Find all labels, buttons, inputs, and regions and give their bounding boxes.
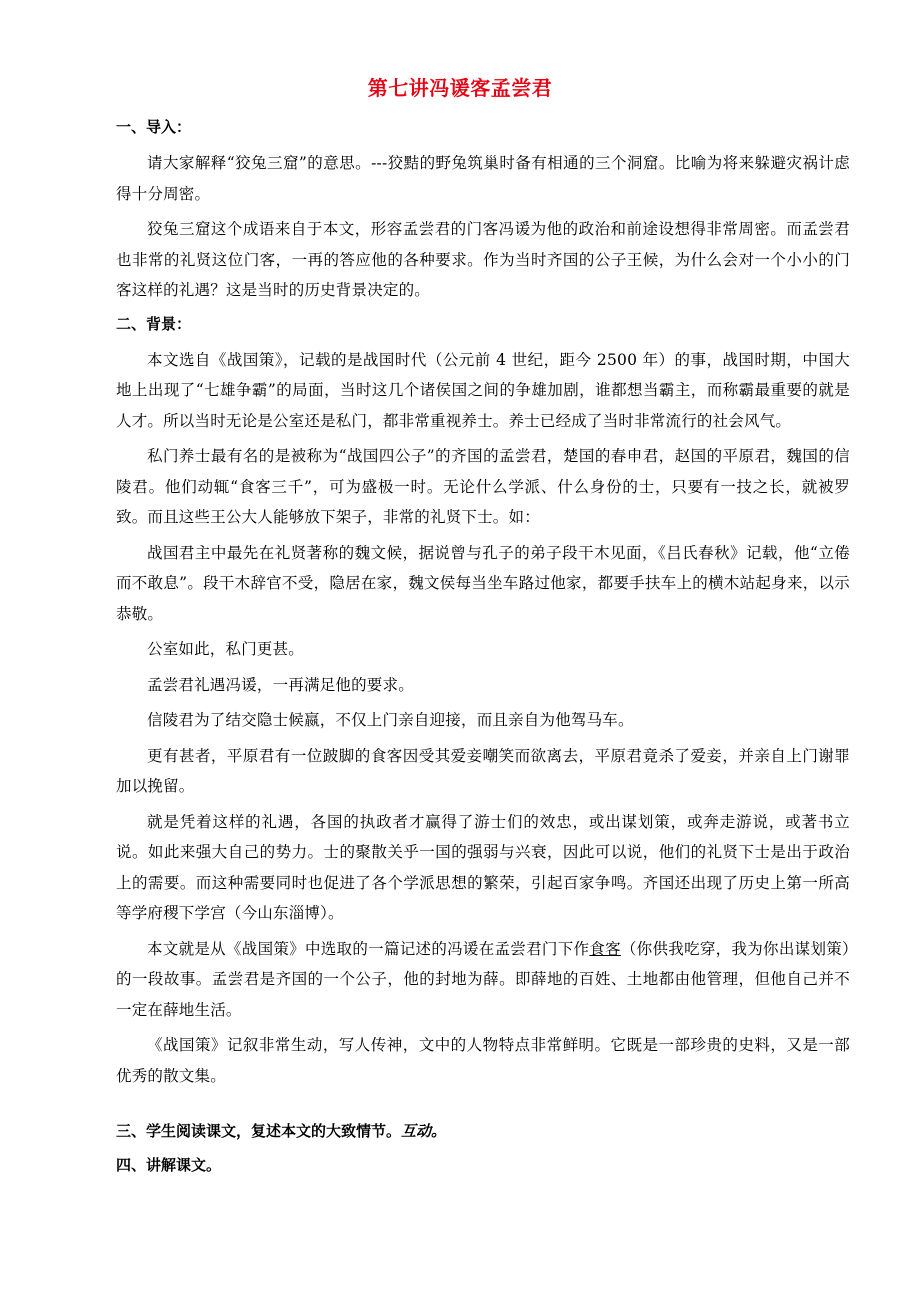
page-title: 第七讲冯谖客孟尝君 — [367, 76, 553, 100]
paragraph — [116, 934, 850, 1026]
heading-emphasis: 互动。 — [401, 1122, 447, 1140]
paragraph: 私门养士最有名的是被称为“战国四公子”的齐国的孟尝君，楚国的春申君，赵国的平原君，魏国的信陵君。他们动辄“食客三千”，可为盛极一时。无论什么学派、什么身份的士，只要有一技之长，就被罗致。而且这些王公大人能够放下架子，非常的礼贤下士。如： — [116, 447, 850, 526]
paragraph: 战国君主中最先在礼贤著称的魏文候，据说曾与孔子的弟子段干木见面，《吕氏春秋》记载，他“立倦而不敢息”。段干木辞官不受，隐居在家，魏文侯每当坐车路过他家，都要手扶车上的横木站起身来，以示恭敬。 — [116, 543, 850, 623]
paragraph: 本文选自《战国策》，记载的是战国时代（公元前 4 世纪，距今 2500 年）的事，战国时期，中国大地上出现了“七雄争霸”的局面，当时这几个诸侯国之间的争雄加剧，谁都想当霸主，而称霸最重要的就是人才。所以当时无论是公室还是私门，都非常重视养士。养士已经成了当时非常流行的社会风气。 — [116, 350, 850, 430]
paragraph: 信陵君为了结交隐士候嬴，不仅上门亲自迎接，而且亲自为他驾马车。 — [147, 711, 634, 729]
section-heading-intro: 一、导入： — [116, 118, 192, 136]
section-heading-reading — [116, 1118, 850, 1144]
document-body — [116, 114, 850, 1186]
paragraph: 《战国策》记叙非常生动，写人传神，文中的人物特点非常鲜明。它既是一部珍贵的史料，又是一部优秀的散文集。 — [116, 1036, 850, 1085]
heading-text: 三、学生阅读课文，复述本文的大致情节。 — [116, 1122, 402, 1140]
paragraph: 狡兔三窟这个成语来自于本文，形容孟尝君的门客冯谖为他的政治和前途设想得非常周密。而孟尝君也非常的礼贤这位门客，一再的答应他的各种要求。作为当时齐国的公子王候，为什么会对一个小小的门客这样的礼遇？这是当时的历史背景决定的。 — [116, 220, 850, 299]
spacer — [116, 1096, 850, 1118]
paragraph: 孟尝君礼遇冯谖，一再满足他的要求。 — [147, 675, 414, 694]
section-heading-explain: 四、讲解课文。 — [116, 1156, 222, 1174]
section-heading-background: 二、背景： — [116, 314, 192, 333]
paragraph-text: （你供我吃穿，我为你出谋划策）的一段故事。孟尝君是齐国的一个公子，他的封地为薛。即薛地的百姓、土地都由他管理，但他自己并不一定在薛地生活。 — [116, 939, 850, 1019]
paragraph: 更有甚者，平原君有一位跛脚的食客因受其爱妾嘲笑而欲离去，平原君竟杀了爱妾，并亲自上门谢罪加以挽留。 — [116, 746, 850, 795]
paragraph: 就是凭着这样的礼遇，各国的执政者才赢得了游士们的效忠，或出谋划策，或奔走游说，或著书立说。如此来强大自己的势力。士的聚散关乎一国的强弱与兴衰，因此可以说，他们的礼贤下士是出于政治上的需要。而这种需要同时也促进了各个学派思想的繁荣，引起百家争鸣。齐国还出现了历史上第一所高等学府稷下学宫（今山东淄博）。 — [116, 812, 850, 922]
paragraph: 公室如此，私门更甚。 — [147, 640, 305, 658]
paragraph: 请大家解释“狡兔三窟”的意思。---狡黠的野兔筑巢时备有相通的三个洞窟。比喻为将来躲避灾祸计虑得十分周密。 — [116, 154, 850, 203]
paragraph-text: 本文就是从《战国策》中选取的一篇记述的冯谖在孟尝君门下作 — [147, 939, 590, 958]
underlined-term: 食客 — [589, 939, 621, 958]
